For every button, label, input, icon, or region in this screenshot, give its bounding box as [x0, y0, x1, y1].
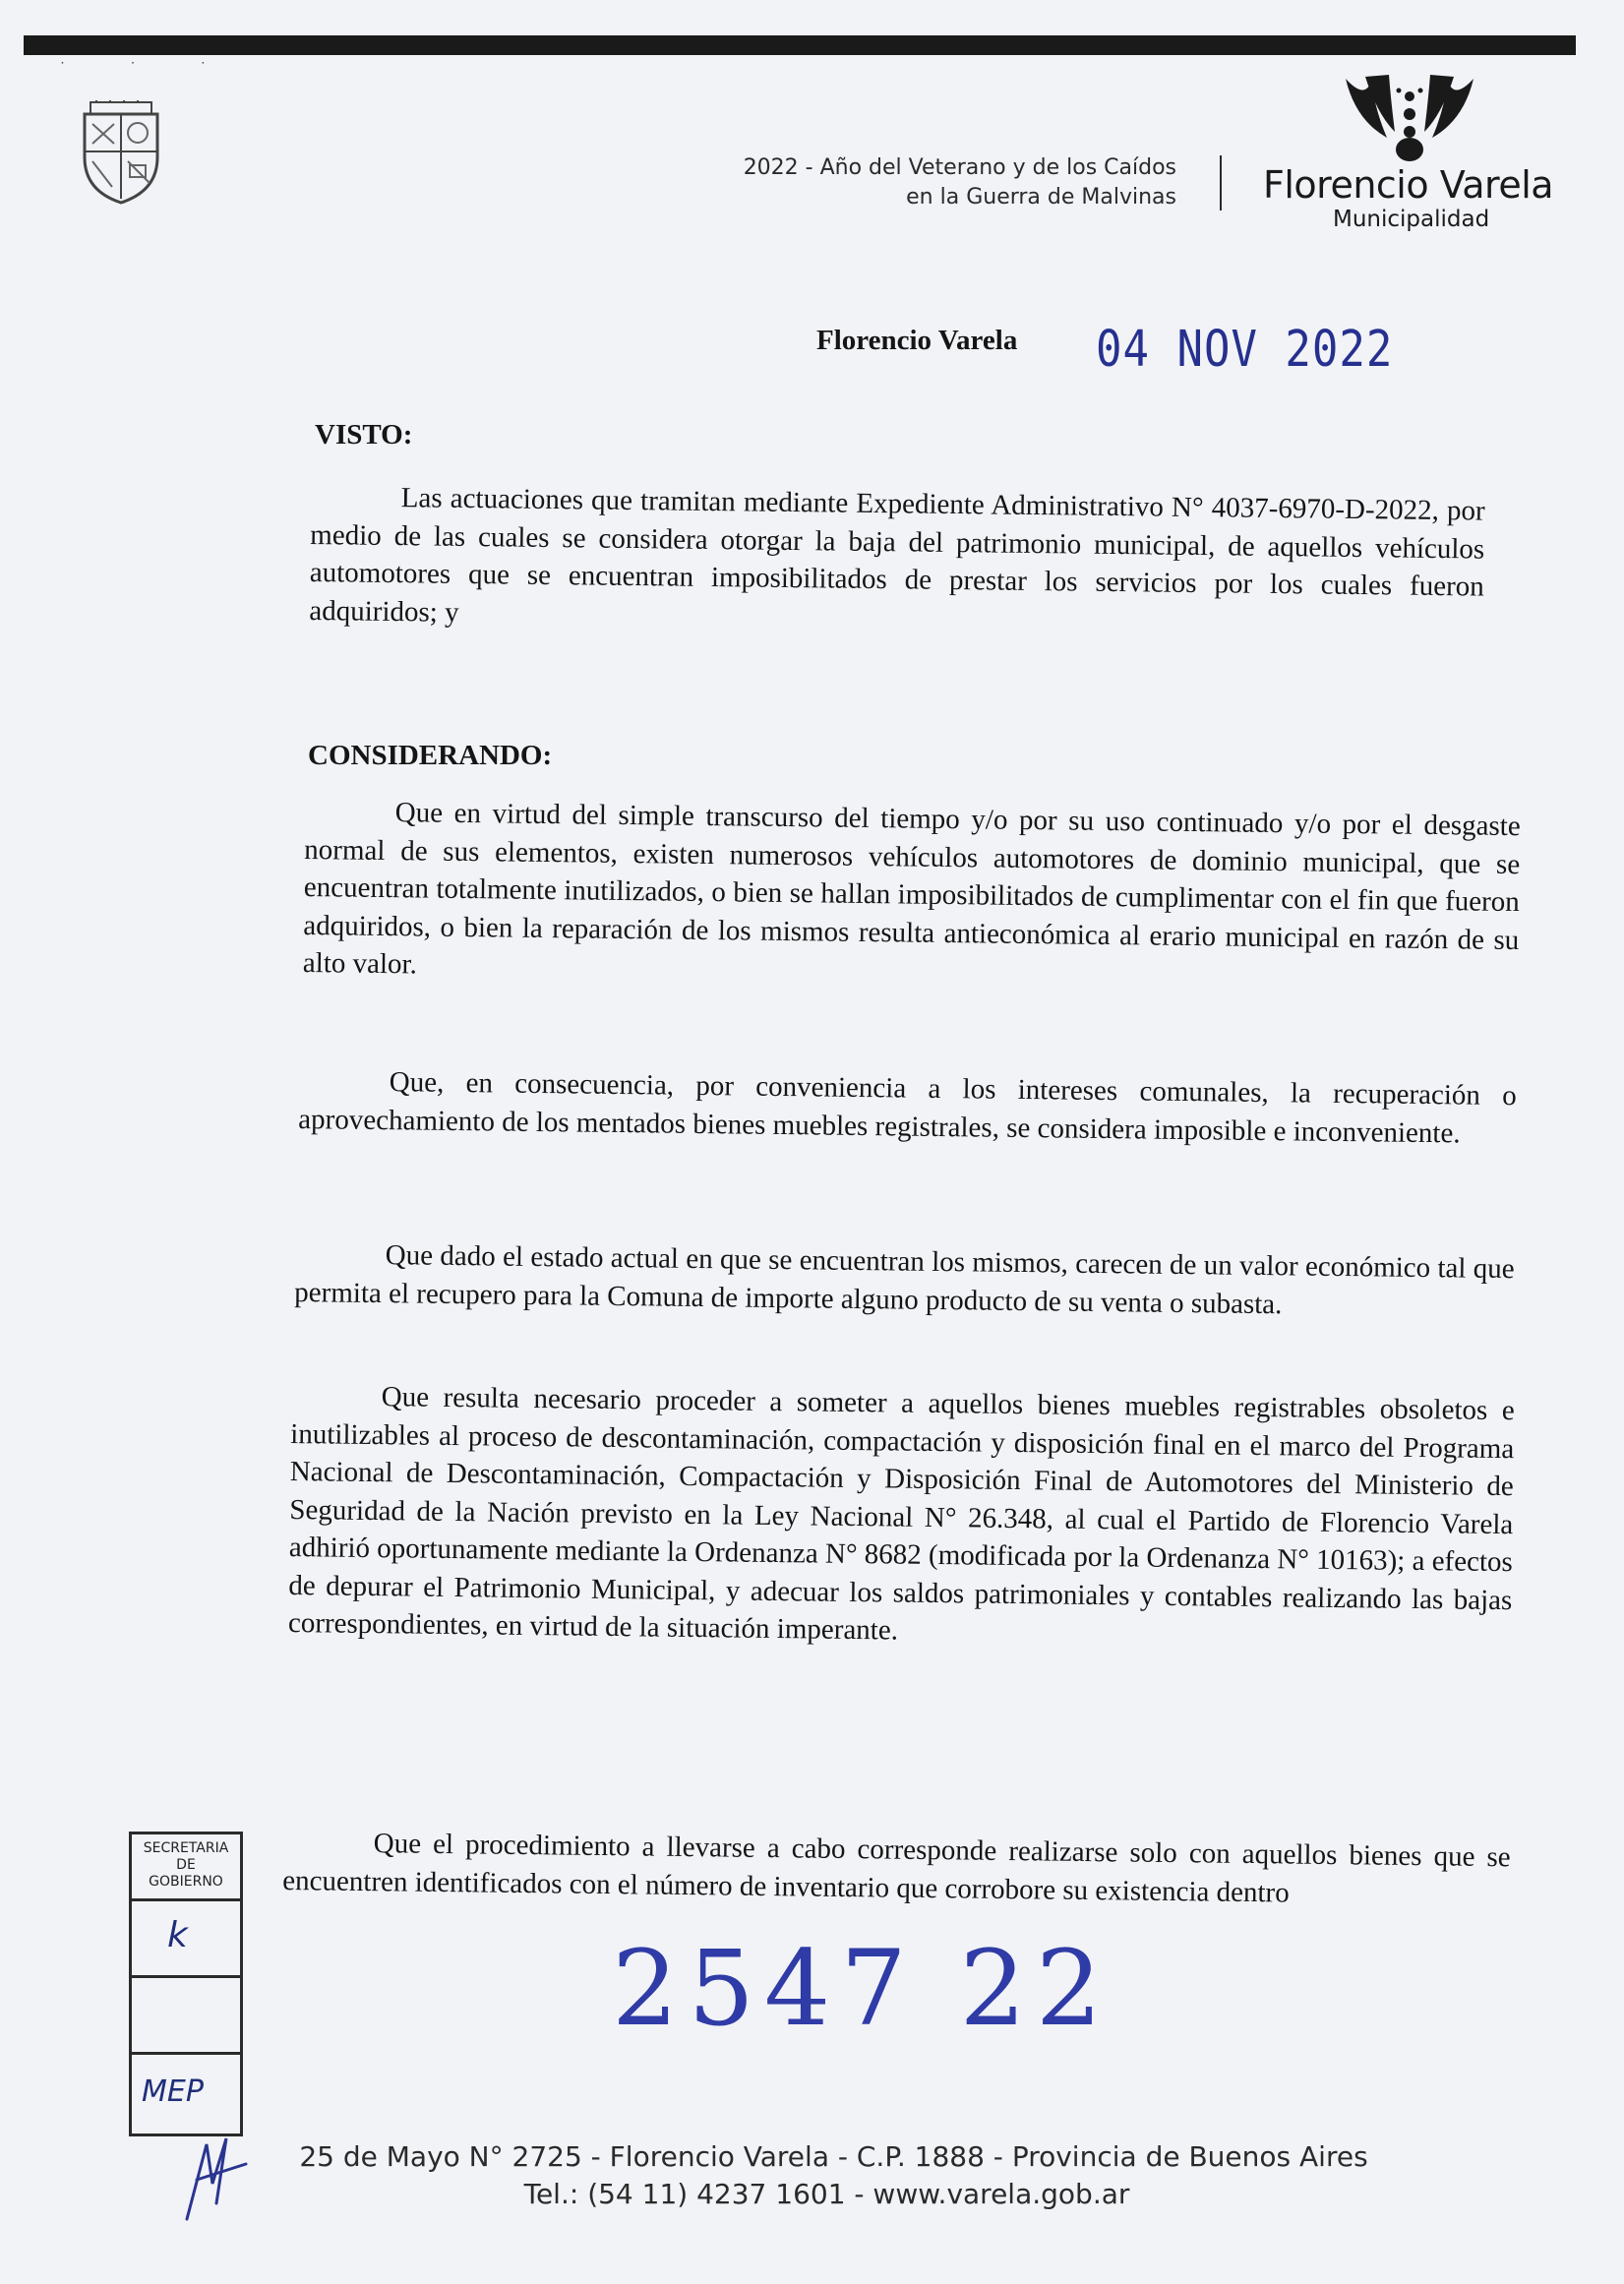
visto-heading: VISTO: — [315, 419, 413, 451]
visto-paragraph: Las actuaciones que tramitan mediante Expediente Administrativo N° 4037-6970-D-2022, por medio de las cuales se considera otorgar la baja del patrimonio municipal, de aquellos vehículos automotores que se encuentran imposibilitados de prestar los servicios por los cuales fueron adquiridos; y — [309, 482, 1485, 629]
stamp-cell-2 — [132, 1978, 240, 2055]
brand-name: Florencio Varela — [1263, 163, 1554, 207]
dateline-place: Florencio Varela — [816, 325, 1018, 356]
stamp-line-1: SECRETARIA — [143, 1840, 229, 1856]
stamp-cell-1 — [132, 1901, 240, 1978]
considerando-paragraph-1: Que en virtud del simple transcurso del tiempo y/o por su uso continuado y/o por el desgaste normal de sus elementos, existen numerosos vehículos automotores de dominio municipal, que se encuentran totalmente inutilizados, o bien se hallan imposibilitados de cumplimentar con el fin que fueron adquiridos, o bien la reparación de los mismos resulta antieconómica al erario municipal en razón de su alto valor. — [302, 797, 1521, 981]
florencio-varela-logo-icon — [1336, 71, 1483, 169]
considerando-paragraph-4: Que resulta necesario proceder a someter a aquellos bienes muebles registrables obsoletos e inutilizables al proceso de descontaminación, compactación y disposición final en el marco del Programa Nacional de Descontaminación, Compactación y Disposición Final de Automotores del Ministerio de Seguridad de la Nación previsto en la Ley Nacional N° 26.348, al cual el Partido de Florencio Varela adhirió oportunamente mediante la Ordenanza N° 8682 (modificada por la Ordenanza N° 10163); a efectos de depurar el Patrimonio Municipal, y adecuar los saldos patrimoniales y contables realizando las bajas correspondientes, en virtud de la situación imperante. — [287, 1381, 1515, 1647]
brand-subtitle: Municipalidad — [1333, 207, 1490, 232]
motto-line-2: en la Guerra de Malvinas — [906, 185, 1176, 210]
stamp-cell-3 — [132, 2055, 240, 2132]
stamp-initials-3: MEP — [142, 2074, 204, 2109]
secretaria-stamp-header — [132, 1834, 240, 1901]
resolution-number-stamp: 2547 22 — [612, 1928, 1113, 2049]
header-divider — [1220, 155, 1222, 210]
considerando-paragraph-5: Que el procedimiento a llevarse a cabo corresponde realizarse solo con aquellos bienes que se encuentren identificados con el número de inventario que corrobore su existencia dentro — [282, 1828, 1511, 1908]
considerando-heading: CONSIDERANDO: — [308, 740, 553, 771]
motto-line-1: 2022 - Año del Veterano y de los Caídos — [743, 155, 1176, 180]
top-border-bar — [24, 35, 1576, 55]
footer-contact: Tel.: (54 11) 4237 1601 - www.varela.gob.ar — [523, 2178, 1130, 2210]
scan-specks: ˙ ˙ ˙ — [59, 61, 236, 77]
considerando-paragraph-2: Que, en consecuencia, por conveniencia a los intereses comunales, la recuperación o aprovechamiento de los mentados bienes muebles registrales, se considera imposible e inconveniente. — [298, 1066, 1517, 1149]
stamp-line-3: GOBIERNO — [149, 1874, 223, 1890]
stamp-initials-1: k — [167, 1915, 188, 1955]
considerando-paragraph-3: Que dado el estado actual en que se encuentran los mismos, carecen de un valor económico tal que permita el recupero para la Comuna de importe alguno producto de su venta o subasta. — [294, 1239, 1515, 1320]
municipal-crest-icon — [77, 100, 165, 207]
secretaria-stamp — [129, 1832, 243, 2136]
header-motto — [744, 153, 1176, 212]
footer-address: 25 de Mayo N° 2725 - Florencio Varela - C.P. 1888 - Provincia de Buenos Aires — [299, 2140, 1368, 2173]
date-stamp: 04 NOV 2022 — [1096, 321, 1394, 379]
stamp-line-2: DE — [176, 1857, 196, 1873]
